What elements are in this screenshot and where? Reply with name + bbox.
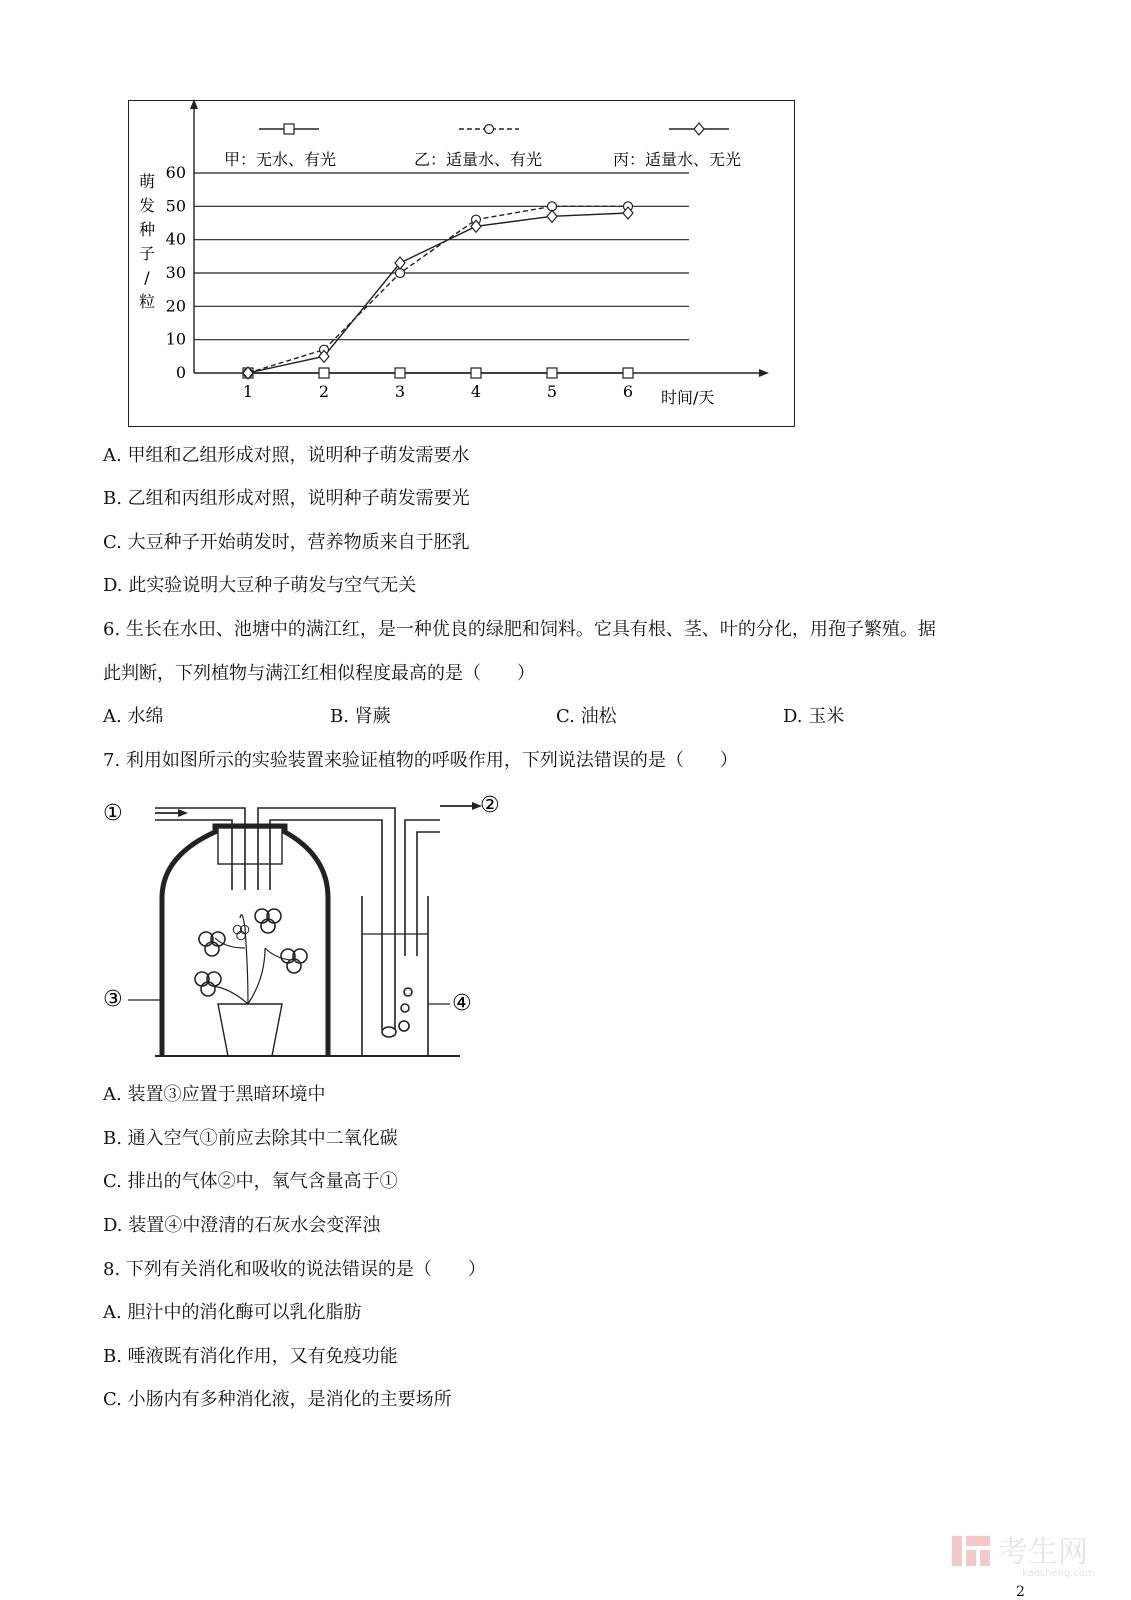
q6-option-a: A. 水绵 [103,706,164,727]
label-3: ③ [103,987,123,1012]
bubble [404,988,412,996]
q6-option-d: D. 玉米 [783,706,845,727]
x-tick-label: 4 [470,382,482,401]
x-tick-label: 5 [546,382,558,401]
x-tick-label: 3 [394,382,406,401]
y-axis-label: 萌发种子/粒 [138,172,156,311]
q7-option-c: C. 排出的气体②中，氧气含量高于① [103,1171,398,1192]
q8-option-b: B. 唾液既有消化作用，又有免疫功能 [103,1346,398,1367]
q5-option-a: A. 甲组和乙组形成对照，说明种子萌发需要水 [103,445,470,466]
x-axis-arrow [759,369,769,377]
data-point-square [547,368,557,378]
data-point-square [623,368,633,378]
logo-bar [952,1536,962,1566]
q7-option-d: D. 装置④中澄清的石灰水会变浑浊 [103,1215,381,1236]
q5-option-d: D. 此实验说明大豆种子萌发与空气无关 [103,575,417,596]
q8-option-a: A. 胆汁中的消化酶可以乳化脂肪 [103,1302,362,1323]
y-tick-label: 0 [175,363,186,382]
data-point-square [395,368,405,378]
x-tick-label: 6 [622,382,634,401]
data-point-diamond [694,123,704,135]
q8-stem: 8. 下列有关消化和吸收的说法错误的是（ ） [103,1259,486,1280]
exhaust-tube [405,820,440,956]
bubble [401,1004,409,1012]
series-line-3 [248,213,628,373]
x-tick-label: 2 [318,382,330,401]
inlet-tube [155,808,245,890]
logo-bar [966,1536,990,1546]
bubble [382,1027,396,1037]
flower-pot [218,1004,282,1056]
data-point-square [319,368,329,378]
y-axis-arrow [190,99,198,109]
y-tick-label: 20 [165,296,186,316]
logo-bar [980,1550,990,1566]
y-tick-label: 10 [165,329,186,349]
x-tick-label: 1 [242,382,254,401]
legend-label: 甲：无水、有光 [224,150,337,169]
data-point-circle [485,125,494,134]
legend-label: 乙：适量水、有光 [414,150,543,169]
data-point-diamond [547,210,557,222]
q5-option-b: B. 乙组和丙组形成对照，说明种子萌发需要光 [103,488,470,509]
logo-bar [966,1550,976,1566]
q6-option-c: C. 油松 [556,706,617,727]
bubble [399,1021,409,1031]
plant-stems [212,915,290,1004]
q5-option-c: C. 大豆种子开始萌发时，营养物质来自于胚乳 [103,532,470,553]
q6-options [103,706,1003,728]
q7-stem: 7. 利用如图所示的实验装置来验证植物的呼吸作用，下列说法错误的是（ ） [103,750,738,771]
seed-germination-chart [128,100,795,427]
y-tick-label: 40 [165,229,186,249]
leaf [195,972,221,996]
y-tick-label: 30 [165,263,186,282]
watermark-logo [950,1530,1120,1580]
inlet-arrowhead [178,809,188,817]
leaf [233,925,249,939]
leaf [199,932,225,956]
label-4: ④ [452,991,472,1016]
y-tick-label: 60 [165,163,186,182]
respiration-apparatus-figure [100,793,520,1078]
label-2: ② [480,793,500,818]
leaf [281,949,307,973]
q7-option-a: A. 装置③应置于黑暗环境中 [103,1084,326,1105]
page-number: 2 [1016,1584,1025,1600]
label-1: ① [103,801,123,826]
q6-stem-line2: 此判断，下列植物与满江红相似程度最高的是（ ） [103,663,535,684]
watermark-text: 考生网 [998,1535,1088,1570]
q6-stem-line1: 6. 生长在水田、池塘中的满江红，是一种优良的绿肥和饲料。它具有根、茎、叶的分化，用孢子繁殖。据 [103,619,936,640]
q7-option-b: B. 通入空气①前应去除其中二氧化碳 [103,1128,398,1149]
q6-option-b: B. 肾蕨 [330,706,391,727]
legend-label: 丙：适量水、无光 [613,150,742,169]
data-point-square [471,368,481,378]
y-tick-label: 50 [165,196,186,216]
series-line-2 [248,206,628,373]
q8-option-c: C. 小肠内有多种消化液，是消化的主要场所 [103,1389,452,1410]
stopper [218,828,282,864]
x-axis-label: 时间/天 [661,388,715,407]
chart-canvas [129,101,796,428]
data-point-square [284,124,294,134]
leaf [255,909,281,933]
watermark-sub: kaosheng.com [1022,1568,1095,1579]
